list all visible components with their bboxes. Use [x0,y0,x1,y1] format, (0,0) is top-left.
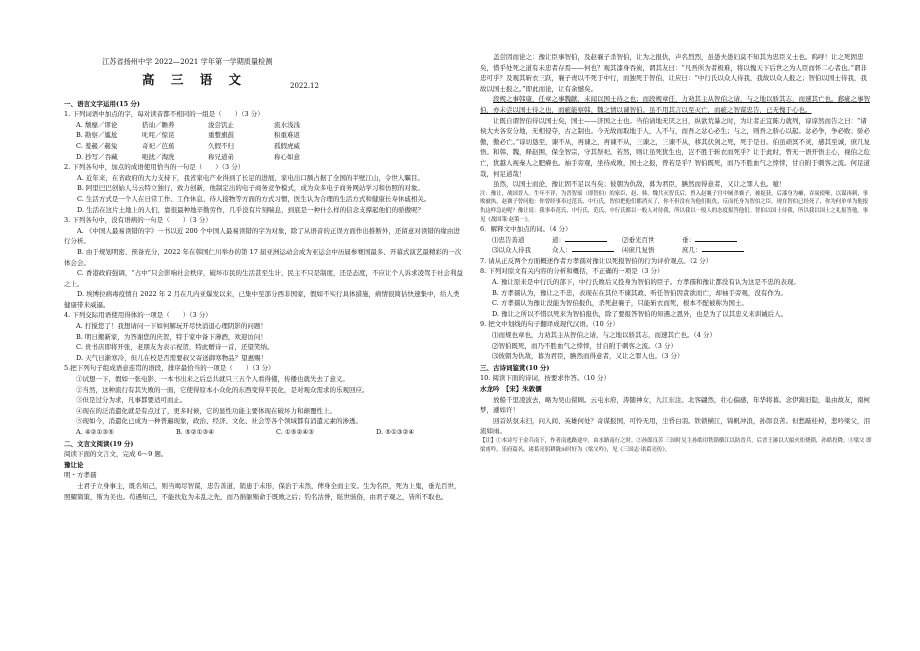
question-4-option-a: A. 打搅您了！我想请问一下如何解玩开尽快消退心理阴影的问题！ [76,322,267,331]
question-8-option-d: D. 豫让之所以不惜以死来为智伯报仇，除了要报答智伯的知遇之恩外，也是为了以其忠义来训诫后人。 [492,309,788,318]
question-3-option-b: B. 由于规划明密、预备充分，2022 年在韩国仁川举办的第 17 届亚洲运动会成为亚运会中历届参赛国最多、开幕式演艺最精彩的一次体会会。 [64,247,462,267]
question-2-option-b: B. 阿里巴巴创始人马云特立独行，致力创新，他制定出的电子商务竞争模式，成为众多电子商务网站学习和仿照的对象。 [77,184,424,193]
section-1-title: 一、语言文字运用(15 分) [64,99,140,108]
q1-option-cell: 久假不归 [208,141,234,150]
section-2-title: 二、文言文阅读(19 分) [64,439,134,448]
question-1: 1. 下列词语中加点的字，每对读音都不相同的一组是（ ）（3 分） [64,110,264,119]
q1-option-cell: 搭讪／瞻养 [142,120,175,129]
q6-word: ⑶以众人待我 [492,246,531,255]
question-5: 5.把下列句子组成语意连贯的语段，排序最恰当的一项是（ ）（3 分） [64,364,275,373]
answer-blank[interactable] [695,241,737,242]
section-2-intro: 阅读下面的文言文，完成 6～9 题。 [64,450,168,459]
question-4-option-b: B. 明日搬新家，为答谢您的庆贺，特于家中备下薄酒，欢迎访问！ [76,332,267,341]
q1-option-cell: 浚尝饥止 [208,120,234,129]
q1-option-cell [340,152,406,163]
q1-option-cell: 孤假虎威 [274,141,300,150]
essay-author: 明・方孝孺 [64,471,97,480]
question-2-option-a: A. 近年来，在省政府的大力支持下，我省家电产业得到了长足的进展，家电出口额占据了全国的半壁江山，令世人瞩目。 [77,173,424,182]
essay-paragraph: 虽然，以国士而论，豫让固不足以当矣；彼朝为仇敌，暮为君臣，腆然而得意者，又让之罪人也。噫！ [493,180,786,189]
question-3-option-a: A. 《中国人最易读错的字》一书以近 200 个中国人最易读错的字为对象，除了从语音的正误方面作出推断外，还留意对读错的缘由进行分析。 [64,226,460,246]
question-9-item: ⑴而规也章也，力劝其主从智伯之请，与之地以骄其志，而速其亡也。（4 分） [492,331,716,340]
q6-label: 垂： [682,235,695,244]
question-6-items [480,235,873,256]
section-3-title: 三、古诗词鉴赏(10 分) [480,363,550,372]
q1-option-cell: A. 颓靡／谬论 [76,120,118,129]
q6-word: ⑵垂光百世 [622,235,655,244]
question-5-item: ③但是过分为求，凡事都要适可而止。 [76,396,187,405]
question-9: 9. 把文中划线的句子翻译成现代汉语。（10 分） [480,320,619,329]
question-5-item: ⑤现如今，消遣化已成为一种普遍现象，政治、经济、文化、社会等各个领域都有消遣元素的渗透。 [76,417,362,426]
essay-title: 豫让论 [64,460,84,469]
essay-footnote: 注：豫让，战国晋人。生年不详，为晋智瑶（即智伯）的家臣，赵、韩、魏共灭智氏后，曾入赵襄子宫中厕杀襄子，被捉获，后漆身为癞，吞炭使哑，以谋再刺，事败被执。赵襄子曾问他：你曾经事奉过范氏、中行氏，智伯把他们都消灭了，你不但没有为他们报仇，反而托身为智伯之臣。现在智伯已经死了，你为何单单为他报仇这样急迫呢？豫让说：我事奉范氏、中行氏，范氏、中行氏都以一般人对待我，所以我以一般人的态度报答他们。智伯以国士待我，所以我以国士之礼报答他。事见《战国策·赵策一》。 [480,190,869,223]
question-8: 8. 下列对原文有关内容的分析和概括，不正确的一项是（3 分） [480,267,664,276]
q5-option: D. ⑤①③②④ [376,428,415,436]
q6-label: 道： [552,235,565,244]
q1-option-cell: 积重难返 [274,131,300,140]
q1-option-cell [340,120,406,131]
left-column [64,52,464,502]
poem-footnote: 【注】①本诗写于金兵南下，作者南逃路途中，由水路南行之时。②孙郎良苦 三国时吴主孙皓用铁锁横江以防晋兵，后晋王濬以大船火炬烧锁，孙皓投降。③梁父 即梁甫吟，乐府篇名，诸葛亮躬耕陇亩时好为《梁父吟》，见《三国志·诸葛亮传》。 [480,437,872,453]
answer-blank[interactable] [572,251,614,252]
question-7: 7. 请从正反两个方面概述作者方孝孺对豫让以死报智伯的行为评价观点。（2 分） [480,256,713,265]
question-4-option-c: C. 贵书店即将开张，老朋友为表示祝贺，特此赠诗一首，还望笑纳。 [76,343,274,352]
q1-option-cell: 称兄道弟 [208,152,234,161]
question-8-option-a: A. 豫让原来是中行氏的部下，中行氏败后又投身为智伯的臣子。方孝孺和豫让都没有认为这是不忠的表现。 [492,278,800,287]
question-3-option-d: D. 埃博拉病毒疫情自 2022 年 2 月在几内亚爆发以来，已集中至部分西非国家，假如不实行具体措施，病情很简估快速集中，给人类健康带来威逼。 [64,290,460,309]
q5-option: A. ④②①③⑤ [76,428,114,436]
question-2-option-d: D. 生活在这片土地上的人们，靠很最种地辛勤劳作，几乎没有片刻喘息，到底是一种什么样的信念支撑起他们的骄傲呢？ [77,205,425,214]
question-2: 2. 下列各句中，加点的成语使用恰当的一句是（ ）（3 分） [64,163,245,172]
question-1-options [64,120,464,162]
question-9-item: ⑵智伯既死，而乃不胜血气之悻悻，甘自附于刺客之流。（3 分） [492,341,677,350]
question-4-option-d: D. 天气日渐寒冷，但儿在校是否需要叔父寄送御寒物品？望惠赐！ [76,353,268,362]
question-4: 4. 下列交际用语使用得体的一项是（ ）（3 分） [64,311,212,320]
q6-word: ⑴忠告善道 [492,235,525,244]
question-3: 3. 下列各句中，没有语病的一句是（ ）（3 分） [64,216,212,225]
q1-option-cell: 称心如意 [274,152,300,161]
question-5-item: ④现在的泛消遣化就是有点过了，更多时候，它的显性功能主要体现在破坏力和颠覆性上。 [76,406,336,415]
q1-option-cell: 叱咤／惊诧 [142,131,175,140]
q1-option-cell: D. 抄写／吞藏 [76,152,118,161]
q5-option: C. ①⑤②④③ [276,428,315,436]
essay-paragraph: 盖尝因而论之：豫让臣事智伯，及赵襄子杀智伯，让为之报仇，声名烈烈，虽愚夫愚妇莫不知其为忠臣义士也。呜呼！让之死固忠矣，惜乎处死之道有未忠者存焉——何也？观其漆身吞炭，谓其友曰：“凡吾所为者极难，将以愧天下后世之为人臣而怀二心者也。”谓非忠可乎？及观其斩衣三跃，襄子责以不死于中行，而独死于智伯，让应曰：“中行氏以众人待我，我故以众人报之；智伯以国士待我，我故以国士报之。”即此而论，让有余憾矣。 [480,53,867,93]
q5-option: B. ⑤②①③④ [176,428,215,436]
q6-label: 众人： [552,246,572,255]
q1-option-cell: 流水浅浅 [274,120,300,129]
right-column [480,52,873,454]
question-5-item: ②当然，这种流行有其失败的一面，它使得原本小众化的东西变得平民化，是对观众需求的乐观回应。 [76,385,369,394]
question-9-item: ⑶彼朝为仇敌，暮为君臣，腆然而得意者，又让之罪人也。（3 分） [492,352,684,361]
question-5-item: ①试想一下，假如一张电影、一本书出来之后总共就只三五个人看得懂，传播也就失去了意义。 [76,375,349,384]
answer-blank[interactable] [702,251,744,252]
q1-option-cell: 呃扰／淘洗 [142,152,175,161]
essay-paragraph-underlined: 段规之事韩康，任章之事魏献，未闻以国士待之也；而段规章任，力劝其主从智伯之请，与之地以骄其志，而速其亡也。郄疵之事智伯，亦未尝以国士待之也，而疵能察韩、魏之情以谏智伯。虽不用其言以至灭亡，而疵之智谋忠告，已无愧于心也。 [480,95,870,114]
question-2-option-c: C. 生活方式是一个人在日常工作、工作休息、待人接物等方面的方式习惯，医生认为合理的生活方式和健康长寿休戚相关。 [77,194,431,203]
q1-option-cell [340,130,406,141]
q6-answer-slot [552,245,622,256]
q6-word: ⑷庶几复悟 [622,246,655,255]
question-3-option-c: C. 香港政府强调，“占中”只会影响社会秩序，破坏市民的生活甚至生计，民主不只是制度，还是态度，不应让个人诉求凌驾于社会利益之上。 [64,269,464,288]
question-6: 6．解释文中加点的词。（4 分） [480,225,572,234]
title-row [64,68,464,98]
q6-answer-slot [682,235,752,246]
q1-option-cell: B. 勘察／尴尬 [76,131,118,140]
school-heading: 江苏省扬州中学 2022—2021 学年第一学期质量检测 [102,57,273,66]
q1-option-cell: 奇祀／芭蕉 [142,141,175,150]
q6-answer-slot [552,235,622,246]
essay-paragraph: 让既自谓智伯待以国士矣，国士——济国之士也。当伯请地无厌之日，纵欲荒暴之时，为让者正宜陈力就列，谆谆然而告之曰：“诸侯大夫各安分地，无相侵夺，古之制也。今无故而取地于人，人不与，而吾之忿心必生；与之，则吾之骄心以起。忿必争，争必败；骄必傲，傲必亡。”谆切恳至，谏不从，再谏之，再谏不从，三谏之，三谏不从，移其伏剑之死，死于是日。伯虽顽冥不灵，感其至诚，庶几复悟。和韩、魏，释赵围，保全智宗，守其祭祀。若然，则让虽死犹生也，岂不胜于斩衣而死乎？让于此时，曾无一语开悟主心，视伯之危亡，犹越人视秦人之肥瘠也。袖手旁观，坐待成败，国士之报，曾若是乎？智伯既死，而乃不胜血气之悻悻，甘自附于刺客之流。何足道哉，何足道哉！ [480,116,871,178]
poem-stanza: 放船千里凌波去，略为吴山留顾。云屯水府，涛随神女，九江东注。北客翩然，壮心偏感，年华将暮。念伊嵩旧隐，巢由故友，南柯梦，遽如许！ [480,395,870,415]
exam-date: 2022.12 [290,81,319,90]
essay-paragraph: 士君子立身事主，既名知己，则当竭尽智谋，忠告善道，销患于未形，保治于未然，俾身全而主安。生为名臣，死为上鬼，垂光百世，照耀简策，斯为美也。苟遇知己，不能扶危为未乱之先，而乃捐躯殒命于既败之后；钓名沽誉，眩世骇俗，由君子观之，皆所不取也。 [64,481,461,501]
poem-title: 水龙吟 【宋】朱敦儒 [480,385,542,393]
question-10: 10. 阅读下面的诗词，按要求作答。（10 分） [480,374,610,383]
q1-option-cell [340,141,406,152]
question-8-option-c: C. 方孝孺认为豫让没能为智伯报仇，杀死赵襄子，只能斩衣而死，根本不配被称为国士。 [492,299,748,308]
answer-blank[interactable] [565,241,607,242]
question-5-options [64,427,464,438]
question-8-option-b: B. 方孝孺认为，豫让之不忠，表现在在其位不谏其政、听任智伯因贪欲而亡，却袖手旁观，没有作为。 [492,288,787,297]
q1-option-cell: C. 羞赧／赧兔 [76,141,118,150]
exam-title: 高 三 语 文 [142,71,248,87]
q6-answer-slot [682,245,752,256]
poem-stanza: 回首妖氛未扫，问人间、英雄何处？奇谋报国，可怜无用，尘昏白羽。铁锁横江，锦帆冲浪，孙郎良苦。但愁敲桂棹，悲吟梁父，泪流如雨。 [480,416,870,436]
q1-option-cell: 重整旗鼓 [208,131,234,140]
q6-label: 庶几： [682,246,702,255]
